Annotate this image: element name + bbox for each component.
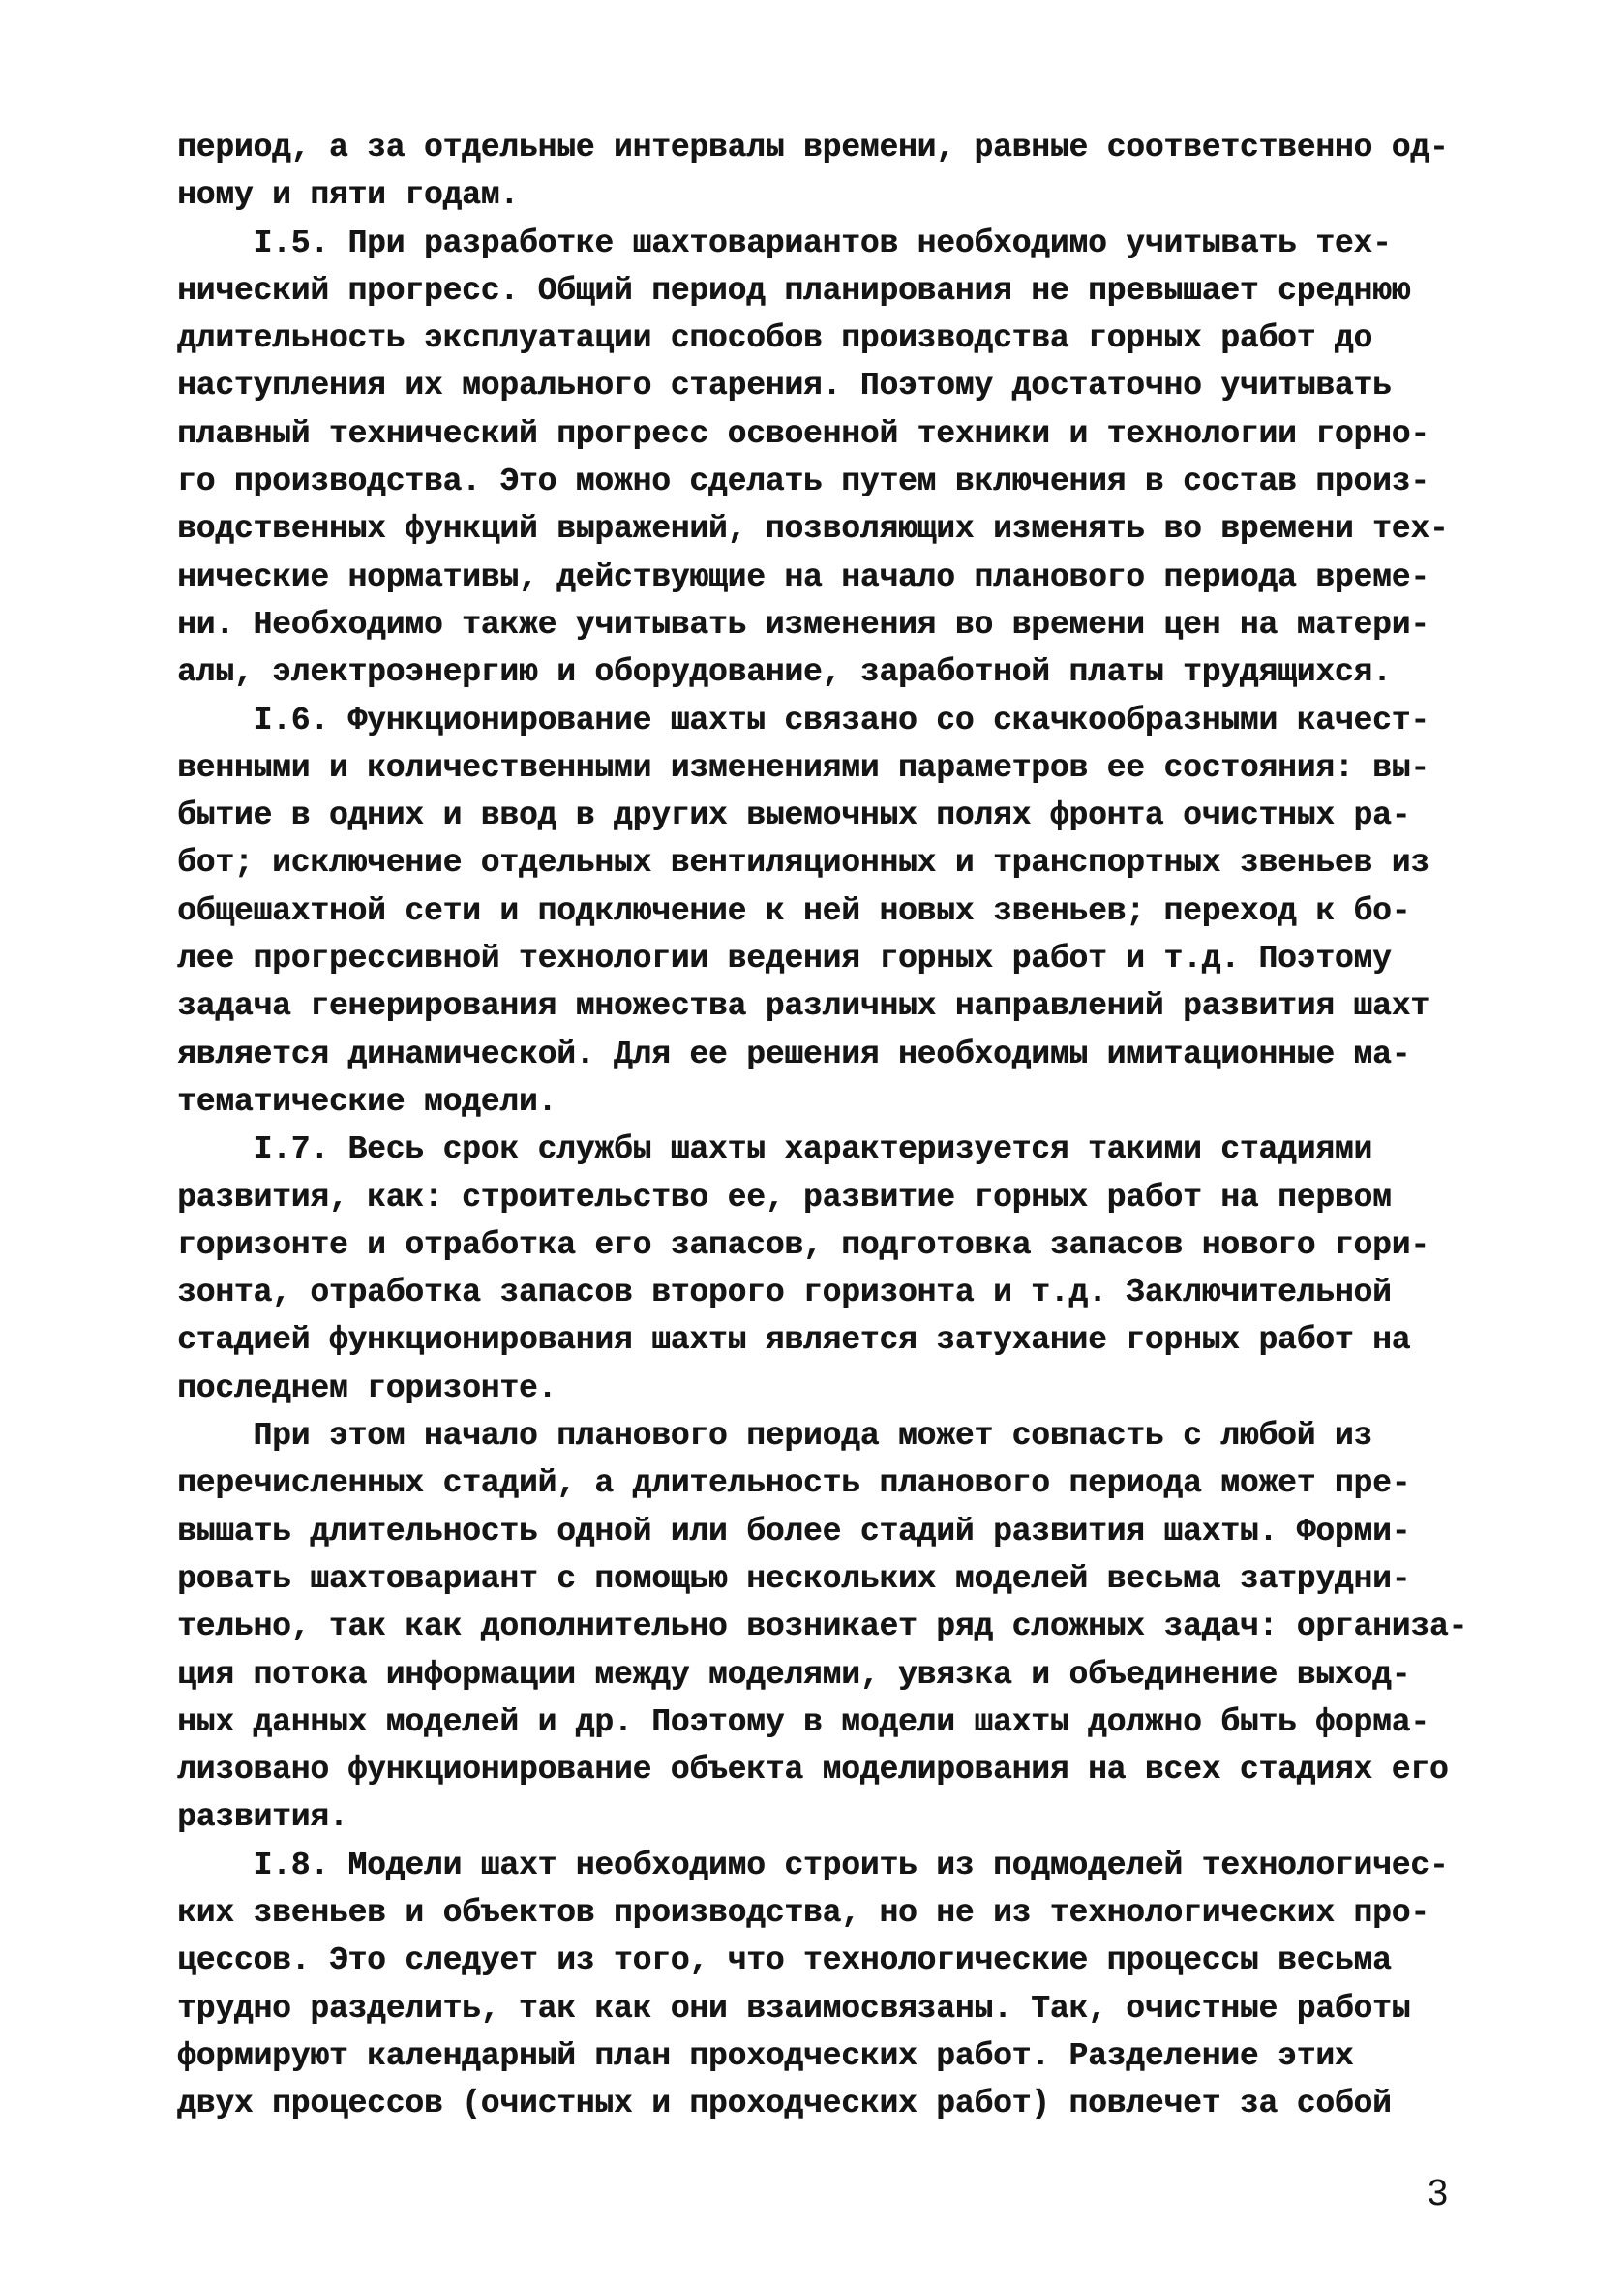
text-line: развития. bbox=[177, 1799, 348, 1836]
text-line: го производства. Это можно сделать путем включения в состав произ- bbox=[177, 464, 1429, 500]
text-line: I.6. Функционирование шахты связано со скачкообразными качест- bbox=[177, 702, 1429, 738]
text-line: плавный технический прогресс освоенной техники и технологии горно- bbox=[177, 415, 1429, 452]
text-line: I.7. Весь срок службы шахты характеризуется такими стадиями bbox=[177, 1131, 1373, 1168]
text-line: зонта, отработка запасов второго горизонта и т.д. Заключительной bbox=[177, 1275, 1392, 1311]
text-line: наступления их морального старения. Поэтому достаточно учитывать bbox=[177, 368, 1392, 405]
text-line: водственных функций выражений, позволяющих изменять во времени тех- bbox=[177, 511, 1449, 548]
text-line: период, а за отдельные интервалы времени, равные соответственно од- bbox=[177, 130, 1449, 165]
text-line: общешахтной сети и подключение к ней новых звеньев; переход к бо- bbox=[177, 892, 1411, 929]
text-line: венными и количественными изменениями параметров ее состояния: вы- bbox=[177, 749, 1429, 786]
text-line: лизовано функционирование объекта моделирования на всех стадиях его bbox=[177, 1752, 1449, 1789]
body-text bbox=[177, 124, 1479, 2127]
text-line: развития, как: строительство ее, развитие горных работ на первом bbox=[177, 1179, 1392, 1216]
text-line: бытие в одних и ввод в других выемочных полях фронта очистных ра- bbox=[177, 797, 1411, 834]
text-line: тематические модели. bbox=[177, 1083, 557, 1120]
text-line: ни. Необходимо также учитывать изменения во времени цен на матери- bbox=[177, 606, 1429, 643]
text-line: ких звеньев и объектов производства, но не из технологических про- bbox=[177, 1894, 1429, 1931]
text-line: цессов. Это следует из того, что технологические процессы весьма bbox=[177, 1942, 1392, 1979]
text-line: задача генерирования множества различных направлений развития шахт bbox=[177, 988, 1429, 1025]
text-line: При этом начало планового периода может совпасть с любой из bbox=[177, 1418, 1373, 1455]
text-line: последнем горизонте. bbox=[177, 1369, 557, 1406]
text-line: бот; исключение отдельных вентиляционных и транспортных звеньев из bbox=[177, 845, 1429, 882]
text-line: I.8. Модели шахт необходимо строить из подмоделей технологичес- bbox=[177, 1847, 1449, 1883]
text-line: нический прогресс. Общий период планирования не превышает среднюю bbox=[177, 272, 1411, 309]
text-line: лее прогрессивной технологии ведения горных работ и т.д. Поэтому bbox=[177, 941, 1392, 978]
text-line: трудно разделить, так как они взаимосвязаны. Так, очистные работы bbox=[177, 1990, 1411, 2027]
text-line: является динамической. Для ее решения необходимы имитационные ма- bbox=[177, 1036, 1411, 1072]
text-line: вышать длительность одной или более стадий развития шахты. Форми- bbox=[177, 1513, 1411, 1549]
text-line: тельно, так как дополнительно возникает ряд сложных задач: организа- bbox=[177, 1609, 1468, 1645]
text-line: двух процессов (очистных и проходческих работ) повлечет за собой bbox=[177, 2086, 1392, 2122]
text-line: I.5. При разработке шахтовариантов необходимо учитывать тех- bbox=[177, 225, 1392, 261]
text-line: перечисленных стадий, а длительность планового периода может пре- bbox=[177, 1465, 1411, 1502]
text-line: алы, электроэнергию и оборудование, заработной платы трудящихся. bbox=[177, 654, 1392, 691]
text-line: горизонте и отработка его запасов, подготовка запасов нового гори- bbox=[177, 1226, 1429, 1263]
text-line: ция потока информации между моделями, увязка и объединение выход- bbox=[177, 1656, 1411, 1693]
text-line: ровать шахтовариант с помощью нескольких моделей весьма затрудни- bbox=[177, 1560, 1411, 1597]
text-line: ному и пяти годам. bbox=[177, 177, 519, 214]
text-line: стадией функционирования шахты является затухание горных работ на bbox=[177, 1322, 1411, 1359]
text-line: нические нормативы, действующие на начало планового периода време- bbox=[177, 558, 1429, 595]
text-line: формируют календарный план проходческих работ. Разделение этих bbox=[177, 2037, 1354, 2074]
text-line: длительность эксплуатации способов производства горных работ до bbox=[177, 320, 1373, 357]
page-number: 3 bbox=[1428, 2173, 1449, 2213]
text-line: ных данных моделей и др. Поэтому в модели шахты должно быть форма- bbox=[177, 1703, 1429, 1740]
